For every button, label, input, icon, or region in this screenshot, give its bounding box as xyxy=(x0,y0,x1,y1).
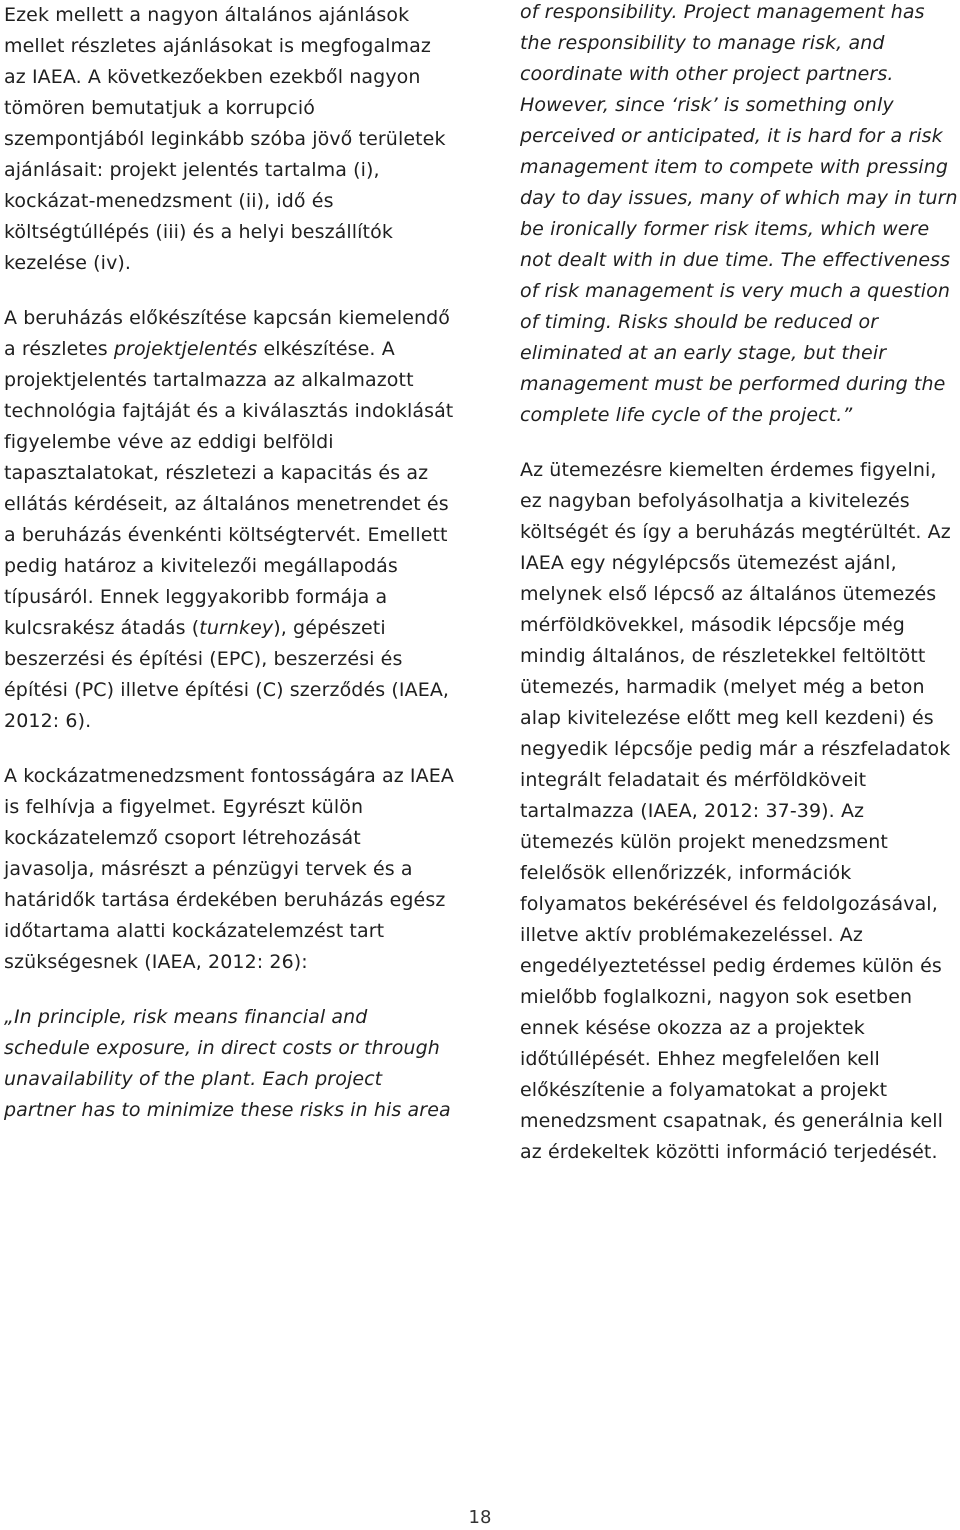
paragraph-project-report-part-b: elkészítése. A projektjelentés tartalmazza az alkalmazott technológia fajtáját és a kiválasztás indoklását figyelembe véve az eddigi belföldi tapasztalatokat, részletezi a kapacitás és az ellátás kérdéseit, az általános menetrendet és a beruházás évenkénti költségtervét. Emellett pedig határoz a kivitelezői megállapodás típusáról. Ennek leggyakoribb formája a kulcsrakész átadás ( xyxy=(4,338,454,639)
project-report-term: projektjelentés xyxy=(113,338,258,360)
paragraph-risk-management: A kockázatmenedzsment fontosságára az IAEA is felhívja a figyelmet. Egyrészt külön kockázatelemző csoport létrehozását javasolja, másrészt a pénzügyi tervek és a határidők tartása érdekében beruházás egész időtartama alatti kockázatelemzést tart szükségesnek (IAEA, 2012: 26): xyxy=(4,765,454,973)
page-number: 18 xyxy=(468,1507,492,1528)
paragraph-project-report-part-a: A beruházás előkészítése kapcsán kiemelendő a részletes xyxy=(4,307,451,360)
left-column xyxy=(4,0,454,1150)
paragraph-project-report xyxy=(4,303,454,737)
paragraph-project-report-part-c: ), gépészeti beszerzési és építési (EPC), beszerzési és építési (PC) illetve építési (C) szerződés (IAEA, 2012: 6). xyxy=(4,617,450,732)
paragraph-recommendations-intro: Ezek mellett a nagyon általános ajánlások mellet részletes ajánlásokat is megfogalmaz az IAEA. A következőekben ezekből nagyon tömören bemutatjuk a korrupció szempontjából leginkább szóba jövő területek ajánlásait: projekt jelentés tartalma (i), kockázat-menedzsment (ii), idő és költségtúllépés (iii) és a helyi beszállítók kezelése (iv). xyxy=(4,4,446,274)
quote-risk-start: „In principle, risk means financial and schedule exposure, in direct costs or through unavailability of the plant. Each project partner has to minimize these risks in his area xyxy=(4,1006,451,1121)
right-column xyxy=(520,0,958,1192)
paragraph-scheduling: Az ütemezésre kiemelten érdemes figyelni, ez nagyban befolyásolhatja a kivitelezés költségét és így a beruházás megtérültét. Az IAEA egy négylépcsős ütemezést ajánl, melynek első lépcső az általános ütemezés mérföldkövekkel, második lépcsője még mindig általános, de részletekkel feltöltött ütemezés, harmadik (melyet még a beton alap kivitelezése előtt meg kell kezdeni) és negyedik lépcsője pedig már a részfeladatok integrált feladatait és mérföldköveit tartalmazza (IAEA, 2012: 37-39). Az ütemezés külön projekt menedzsment felelősök ellenőrizzék, információk folyamatos bekérésével és feldolgozásával, illetve aktív problémakezeléssel. Az engedélyeztetéssel pedig érdemes külön és mielőbb foglalkozni, nagyon sok esetben ennek késése okozza az a projektek időtúllépését. Ehhez megfelelően kell előkészítenie a folyamatokat a projekt menedzsment csapatnak, és generálnia kell az érdekeltek közötti információ terjedését. xyxy=(520,459,951,1163)
quote-risk-continuation: of responsibility. Project management has the responsibility to manage risk, and coordinate with other project partners. However, since ‘risk’ is something only perceived or anticipated, it is hard for a risk management item to compete with pressing day to day issues, many of which may in turn be ironically former risk items, which were not dealt with in due time. The effectiveness of risk management is very much a question of timing. Risks should be reduced or eliminated at an early stage, but their management must be performed during the complete life cycle of the project.” xyxy=(520,1,958,426)
turnkey-term: turnkey xyxy=(199,617,274,639)
